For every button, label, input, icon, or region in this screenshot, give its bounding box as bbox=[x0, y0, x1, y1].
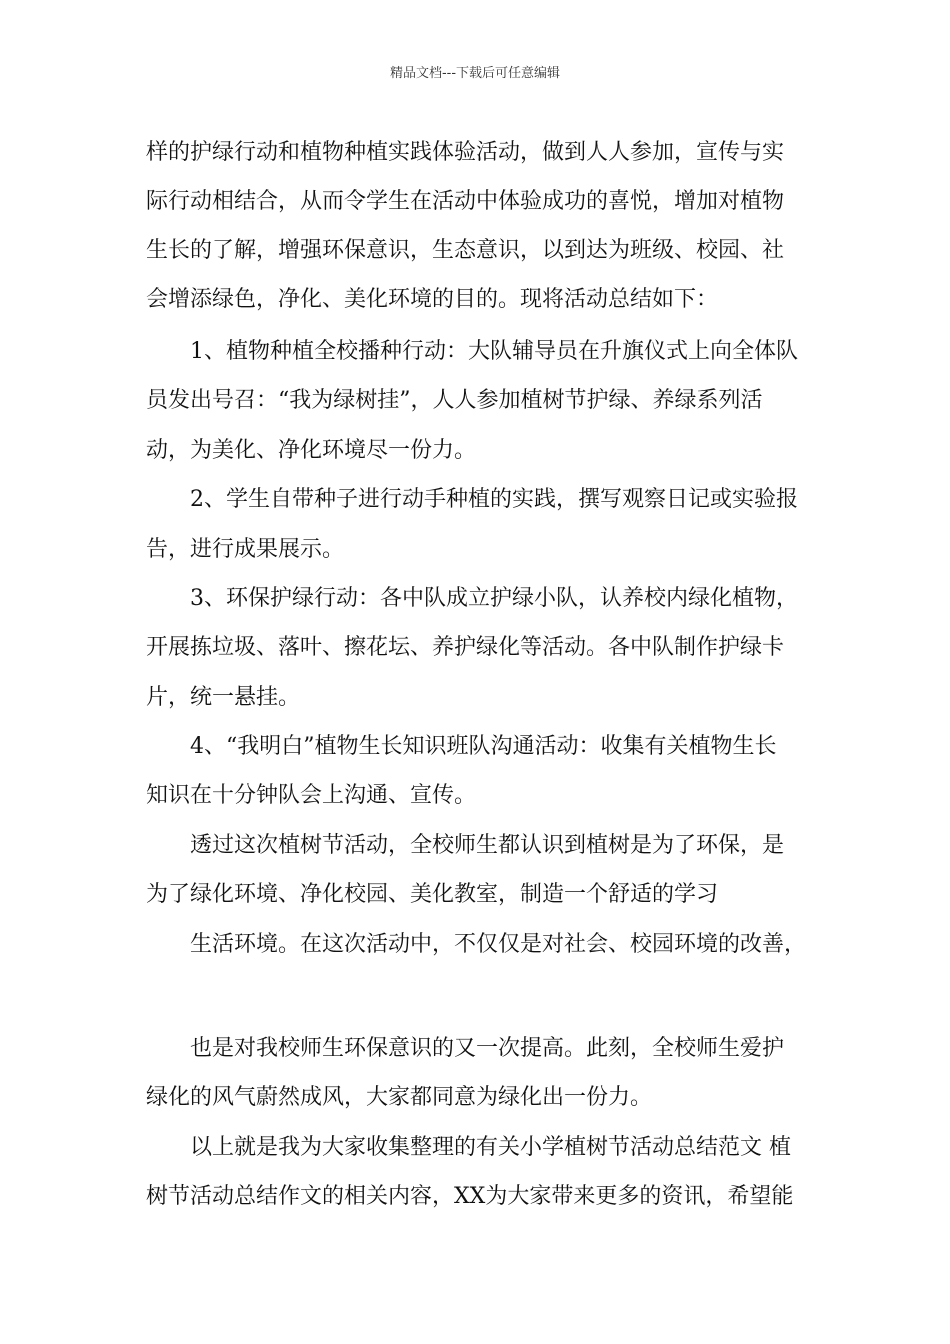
body-line: 透过这次植树节活动，全校师生都认识到植树是为了环保，是 bbox=[190, 833, 785, 858]
body-line: 会增添绿色，净化、美化环境的目的。现将活动总结如下： bbox=[146, 287, 719, 312]
body-line: 为了绿化环境、净化校园、美化教室，制造一个舒适的学习 bbox=[146, 882, 719, 907]
body-line: 3、环保护绿行动：各中队成立护绿小队，认养校内绿化植物， bbox=[190, 586, 798, 611]
body-line: 片，统一悬挂。 bbox=[146, 685, 301, 710]
body-line: 4、“我明白”植物生长知识班队沟通活动：收集有关植物生长 bbox=[190, 734, 777, 759]
body-line: 员发出号召：“我为绿树挂”，人人参加植树节护绿、养绿系列活 bbox=[146, 388, 763, 413]
body-line: 生长的了解，增强环保意识，生态意识，以到达为班级、校园、社 bbox=[146, 238, 785, 263]
body-line: 知识在十分钟队会上沟通、宣传。 bbox=[146, 783, 477, 808]
body-line: 也是对我校师生环保意识的又一次提高。此刻，全校师生爱护 bbox=[190, 1036, 785, 1061]
body-line: 际行动相结合，从而令学生在活动中体验成功的喜悦，增加对植物 bbox=[146, 189, 785, 214]
body-line: 以上就是我为大家收集整理的有关小学植树节活动总结范文 植 bbox=[190, 1135, 791, 1160]
body-line: 样的护绿行动和植物种植实践体验活动，做到人人参加，宣传与实 bbox=[146, 140, 785, 165]
page-header: 精品文档---下载后可任意编辑 bbox=[389, 66, 561, 81]
body-line: 1、植物种植全校播种行动：大队辅导员在升旗仪式上向全体队 bbox=[190, 339, 798, 364]
body-line: 动，为美化、净化环境尽一份力。 bbox=[146, 438, 477, 463]
body-line: 2、学生自带种子进行动手种植的实践，撰写观察日记或实验报 bbox=[190, 487, 798, 512]
body-line: 生活环境。在这次活动中，不仅仅是对社会、校园环境的改善， bbox=[190, 932, 807, 957]
body-line: 告，进行成果展示。 bbox=[146, 537, 345, 562]
body-line: 树节活动总结作文的相关内容，XX为大家带来更多的资讯，希望能 bbox=[146, 1184, 794, 1209]
body-line: 绿化的风气蔚然成风，大家都同意为绿化出一份力。 bbox=[146, 1085, 653, 1110]
body-line: 开展拣垃圾、落叶、擦花坛、养护绿化等活动。各中队制作护绿卡 bbox=[146, 635, 785, 660]
